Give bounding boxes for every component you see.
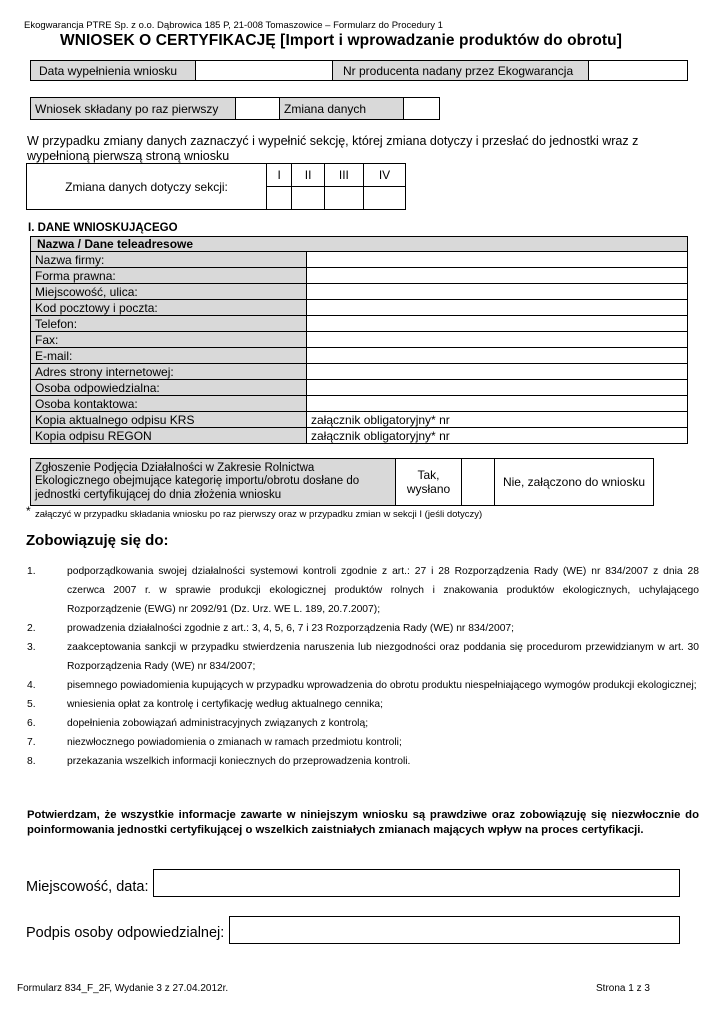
row-value-field[interactable] (307, 364, 688, 380)
table-row (31, 428, 688, 444)
top-info-table (30, 60, 688, 81)
section-iv-checkbox[interactable] (364, 187, 406, 210)
list-item (27, 676, 699, 695)
signer-label: Podpis osoby odpowiedzialnej: (26, 925, 225, 941)
obligations-heading: Zobowiązuję się do: (26, 532, 169, 549)
table-row (31, 316, 688, 332)
section-col-ii: II (292, 164, 324, 187)
section-col-iv: IV (364, 164, 406, 187)
option-attached-label: Nie, załączono do wniosku (495, 459, 654, 506)
row-value-field[interactable] (307, 284, 688, 300)
list-item-number: 2. (27, 623, 36, 634)
table-row (31, 412, 688, 428)
row-value-field[interactable] (307, 348, 688, 364)
row-value-field[interactable]: załącznik obligatoryjny* nr (307, 412, 688, 428)
producer-number-label: Nr producenta nadany przez Ekogwarancja (333, 61, 589, 81)
data-change-label: Zmiana danych (280, 98, 404, 120)
row-value-field[interactable]: załącznik obligatoryjny* nr (307, 428, 688, 444)
section-i-checkbox[interactable] (267, 187, 292, 210)
list-item-text: pisemnego powiadomienia kupujących w przypadku wprowadzenia do obrotu produktu niespełniającego wymogów produkcji ekologicznej; (67, 680, 697, 691)
list-item-number: 4. (27, 680, 36, 691)
list-item (27, 562, 699, 619)
list-item (27, 619, 699, 638)
row-label: Miejscowość, ulica: (31, 284, 307, 300)
list-item (27, 752, 699, 771)
place-date-label: Miejscowość, data: (26, 879, 149, 895)
row-value-field[interactable] (307, 380, 688, 396)
row-label: Osoba odpowiedzialna: (31, 380, 307, 396)
place-date-field[interactable] (153, 869, 680, 897)
list-item-text: dopełnienia zobowiązań administracyjnych związanych z kontrolą; (67, 718, 369, 729)
row-label: Kopia aktualnego odpisu KRS (31, 412, 307, 428)
list-item-text: przekazania wszelkich informacji koniecznych do przeprowadzenia kontroli. (67, 756, 411, 767)
first-submission-checkbox[interactable] (236, 98, 280, 120)
list-item-number: 6. (27, 718, 36, 729)
first-submission-label: Wniosek składany po raz pierwszy (31, 98, 236, 120)
applicant-data-table (30, 236, 688, 444)
list-item-text: wniesienia opłat za kontrolę i certyfikację według aktualnego cennika; (67, 699, 383, 710)
option-yes-label: Tak, wysłano (396, 459, 462, 506)
list-item-text: podporządkowania swojej działalności systemowi kontroli zgodnie z art.: 27 i 28 Rozporządzenia Rady (WE) nr 834/2007 z dnia 28 czerwca 2007 r. w sprawie produkcji ekologicznej produktów rolnych i znakowania produktów ekologicznych, uchylającego Rozporządzenie (EWG) nr 2092/91 (Dz. Urz. WE L. 189, 20.7.2007); (67, 566, 699, 615)
list-item-number: 3. (27, 642, 36, 653)
change-sections-table (26, 163, 406, 210)
date-field[interactable] (196, 61, 333, 81)
list-item-number: 1. (27, 566, 36, 577)
row-label: E-mail: (31, 348, 307, 364)
submission-type-table (30, 97, 440, 120)
table-row (31, 396, 688, 412)
section-1-heading: I. DANE WNIOSKUJĄCEGO (28, 222, 178, 234)
list-item-number: 7. (27, 737, 36, 748)
section-iii-checkbox[interactable] (324, 187, 363, 210)
row-label: Nazwa firmy: (31, 252, 307, 268)
list-item-text: zaakceptowania sankcji w przypadku stwierdzenia naruszenia lub niezgodności oraz poddania się procedurom przewidzianym w art. 30 Rozporządzenia Rady (WE) nr 834/2007; (67, 642, 699, 672)
list-item (27, 714, 699, 733)
producer-number-field[interactable] (589, 61, 688, 81)
row-label: Telefon: (31, 316, 307, 332)
contact-data-subheading: Nazwa / Dane teleadresowe (31, 237, 688, 252)
table-row (31, 364, 688, 380)
change-sections-label: Zmiana danych dotyczy sekcji: (27, 164, 267, 210)
table-row (31, 332, 688, 348)
date-label: Data wypełnienia wniosku (31, 61, 196, 81)
row-value-field[interactable] (307, 300, 688, 316)
table-row (31, 380, 688, 396)
list-item-number: 5. (27, 699, 36, 710)
row-label: Kopia odpisu REGON (31, 428, 307, 444)
row-label: Fax: (31, 332, 307, 348)
row-value-field[interactable] (307, 396, 688, 412)
form-title: WNIOSEK O CERTYFIKACJĘ [Import i wprowadzanie produktów do obrotu] (60, 32, 623, 49)
list-item (27, 638, 699, 676)
row-label: Kod pocztowy i poczta: (31, 300, 307, 316)
row-label: Adres strony internetowej: (31, 364, 307, 380)
footnote-mark: * (26, 504, 31, 518)
list-item-text: prowadzenia działalności zgodnie z art.: 3, 4, 5, 6, 7 i 23 Rozporządzenia Rady (WE) nr 834/2007; (67, 623, 515, 634)
org-header-line: Ekogwarancja PTRE Sp. z o.o. Dąbrowica 185 P, 21-008 Tomaszowice – Formularz do Procedury 1 (24, 20, 443, 31)
table-row (31, 284, 688, 300)
notification-table (30, 458, 654, 506)
table-row (31, 300, 688, 316)
list-item-text: niezwłocznego powiadomienia o zmianach w ramach przedmiotu kontroli; (67, 737, 402, 748)
row-label: Forma prawna: (31, 268, 307, 284)
list-item (27, 695, 699, 714)
row-value-field[interactable] (307, 252, 688, 268)
option-yes-checkbox[interactable] (462, 459, 495, 506)
section-col-iii: III (324, 164, 363, 187)
row-value-field[interactable] (307, 268, 688, 284)
row-value-field[interactable] (307, 332, 688, 348)
obligations-list (27, 562, 699, 771)
change-instruction: W przypadku zmiany danych zaznaczyć i wypełnić sekcję, której zmiana dotyczy i przesłać do jednostki wraz z wypełnioną pierwszą stroną wniosku (27, 134, 639, 163)
list-item (27, 733, 699, 752)
table-row (31, 268, 688, 284)
row-label: Osoba kontaktowa: (31, 396, 307, 412)
form-id: Formularz 834_F_2F, Wydanie 3 z 27.04.2012r. (17, 983, 229, 994)
signer-field[interactable] (229, 916, 680, 944)
section-ii-checkbox[interactable] (292, 187, 324, 210)
row-value-field[interactable] (307, 316, 688, 332)
section-col-i: I (267, 164, 292, 187)
table-row (31, 252, 688, 268)
confirmation-statement: Potwierdzam, że wszystkie informacje zawarte w niniejszym wniosku są prawdziwe oraz zobowiązuję się niezwłocznie do poinformowania jednostki certyfikującej o wszelkich zaistniałych zmianach mających wpływ na proces certyfikacji. (27, 809, 699, 836)
list-item-number: 8. (27, 756, 36, 767)
notification-label: Zgłoszenie Podjęcia Działalności w Zakresie Rolnictwa Ekologicznego obejmujące kategorię importu/obrotu dosłane do jednostki certyfikującej do dnia złożenia wniosku (31, 459, 396, 506)
table-row (31, 348, 688, 364)
page-number: Strona 1 z 3 (596, 983, 650, 994)
data-change-checkbox[interactable] (404, 98, 440, 120)
footnote-text: załączyć w przypadku składania wniosku po raz pierwszy oraz w przypadku zmian w sekcji I (jeśli dotyczy) (35, 509, 483, 520)
